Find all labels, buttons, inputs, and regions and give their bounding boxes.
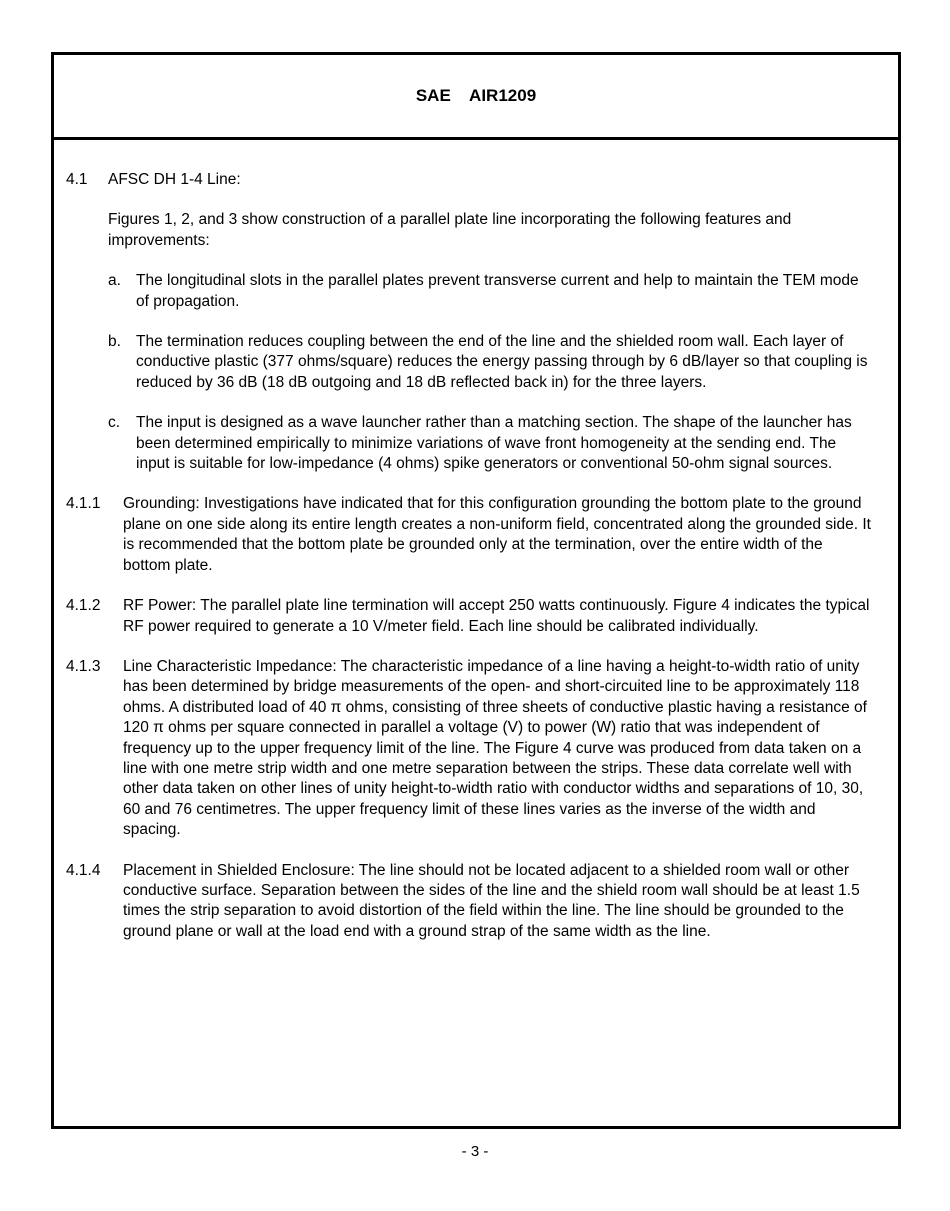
subsection-4-1-3 [66, 657, 871, 841]
subsection-4-1-4 [66, 861, 871, 943]
subsection-text: Grounding: Investigations have indicated that for this configuration grounding the bottom plate to the ground plane on one side along its entire length creates a non-uniform field, concentrated along the grounded side. It is recommended that the bottom plate be grounded only at the termination, over the entire width of the bottom plate. [123, 495, 871, 574]
subsection-text: RF Power: The parallel plate line termination will accept 250 watts continuously. Figure 4 indicates the typical RF power required to generate a 10 V/meter field. Each line should be calibrated individually. [123, 597, 870, 635]
list-item-text: The termination reduces coupling between the end of the line and the shielded room wall. Each layer of conductive plastic (377 ohms/square) reduces the energy passing through by 6 dB/layer so that coupling is reduced by 36 dB (18 dB outgoing and 18 dB reflected back in) for the three layers. [136, 333, 868, 391]
section-4-1-heading [66, 170, 871, 190]
document-title: SAE AIR1209 [415, 86, 537, 105]
subsection-number: 4.1.3 [66, 657, 101, 675]
subsection-text: Placement in Shielded Enclosure: The line should not be located adjacent to a shielded room wall or other conductive surface. Separation between the sides of the line and the shield room wall should be at least 1.5 times the strip separation to avoid distortion of the field within the line. The line should be grounded to the ground plane or wall at the load end with a ground strap of the same width as the line. [123, 861, 860, 940]
document-body [66, 170, 871, 942]
page-number: - 3 - [461, 1143, 489, 1160]
subsection-text: Line Characteristic Impedance: The characteristic impedance of a line having a height-to-width ratio of unity has been determined by bridge measurements of the open- and short-circuited line to be approximately 118 ohms. A distributed load of 40 π ohms, consisting of three sheets of conductive plastic having a resistance of 120 π ohms per square connected in parallel a voltage (V) to power (W) ratio that was independent of frequency up to the upper frequency limit of the line. The Figure 4 curve was produced from data taken on a line with one metre strip width and one metre separation between the strips. These data correlate well with other data taken on other lines of unity height-to-width ratio with conductor widths and separations of 10, 30, 60 and 76 centimetres. The upper frequency limit of these lines varies as the inverse of the width and spacing. [123, 657, 867, 839]
subsection-4-1-2 [66, 596, 871, 637]
section-heading: AFSC DH 1-4 Line: [108, 171, 241, 188]
subsection-number: 4.1.1 [66, 495, 101, 513]
list-item-text: The input is designed as a wave launcher rather than a matching section. The shape of the launcher has been determined empirically to minimize variations of wave front homogeneity at the sending end. The input is suitable for low-impedance (4 ohms) spike generators or conventional 50-ohm signal sources. [136, 414, 852, 473]
list-item-label: b. [108, 333, 121, 351]
list-item-label: a. [108, 272, 121, 290]
section-number: 4.1 [66, 171, 88, 188]
list-item-text: The longitudinal slots in the parallel plates prevent transverse current and help to maintain the TEM mode of propagation. [136, 272, 859, 310]
list-item [108, 271, 871, 312]
list-item [108, 413, 871, 474]
list-item [108, 332, 871, 393]
subsection-number: 4.1.4 [66, 861, 101, 879]
section-intro: Figures 1, 2, and 3 show construction of a parallel plate line incorporating the following features and improvements: [108, 211, 792, 249]
list-item-label: c. [108, 414, 121, 432]
subsection-number: 4.1.2 [66, 597, 101, 615]
subsection-4-1-1 [66, 494, 871, 576]
page-header [54, 55, 898, 140]
